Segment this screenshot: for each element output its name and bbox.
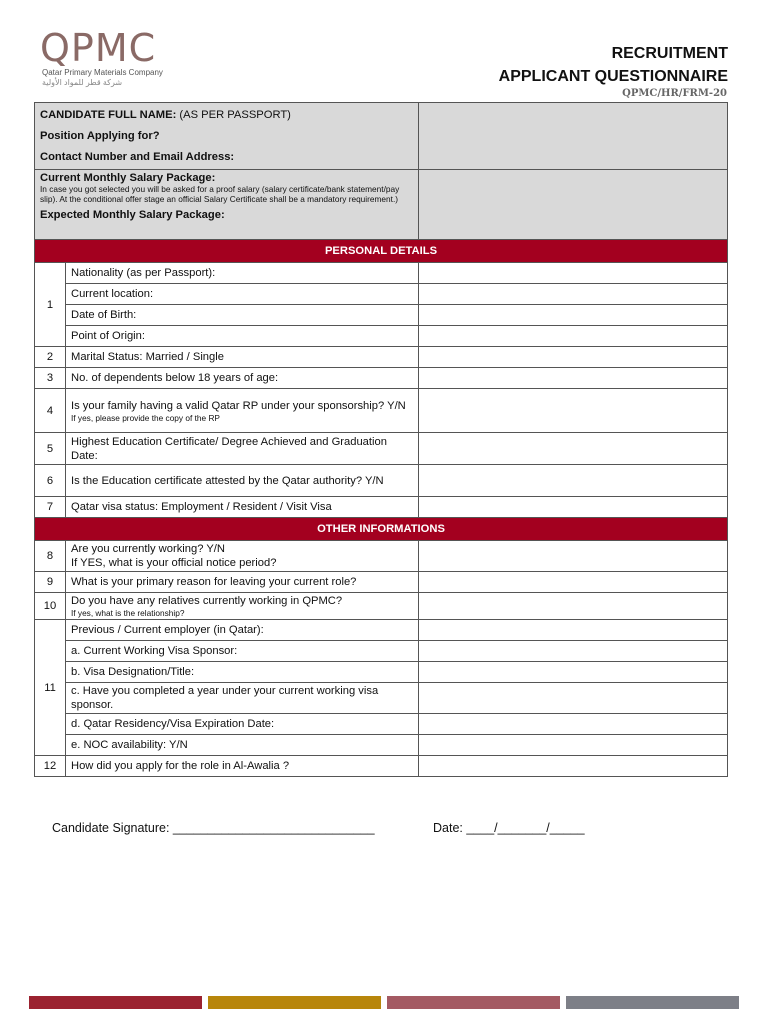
- section-other-informations: OTHER INFORMATIONS: [35, 518, 728, 541]
- a-marital-status[interactable]: [419, 347, 728, 368]
- a-nationality[interactable]: [419, 263, 728, 284]
- q-attested: Is the Education certificate attested by the Qatar authority? Y/N: [66, 465, 419, 497]
- row-number-5: 5: [35, 433, 66, 465]
- candidate-info-labels: [35, 103, 419, 170]
- q-education: Highest Education Certificate/ Degree Achieved and Graduation Date:: [66, 433, 419, 465]
- candidate-signature-line[interactable]: Candidate Signature: _____________________________: [52, 821, 375, 835]
- a-education[interactable]: [419, 433, 728, 465]
- a-residency-expiration[interactable]: [419, 714, 728, 735]
- expected-salary-label: Expected Monthly Salary Package:: [40, 209, 225, 221]
- row-number-11: 11: [35, 620, 66, 756]
- contact-label: Contact Number and Email Address:: [40, 151, 235, 163]
- footer-bar-grey: [566, 996, 739, 1009]
- footer-bar-gold: [208, 996, 381, 1009]
- q-how-applied: How did you apply for the role in Al-Awalia ?: [66, 756, 419, 777]
- a-attested[interactable]: [419, 465, 728, 497]
- a-visa-sponsor[interactable]: [419, 641, 728, 662]
- a-year-under-sponsor[interactable]: [419, 683, 728, 714]
- a-visa-status[interactable]: [419, 497, 728, 518]
- a-visa-designation[interactable]: [419, 662, 728, 683]
- row-number-1: 1: [35, 263, 66, 347]
- row-number-9: 9: [35, 572, 66, 593]
- footer-bar-rose: [387, 996, 560, 1009]
- relatives-note: If yes, what is the relationship?: [71, 608, 185, 618]
- title-recruitment: RECRUITMENT: [611, 45, 728, 62]
- a-previous-employer[interactable]: [419, 620, 728, 641]
- q-reason-leaving: What is your primary reason for leaving your current role?: [66, 572, 419, 593]
- q-visa-sponsor: a. Current Working Visa Sponsor:: [66, 641, 419, 662]
- current-salary-label: Current Monthly Salary Package:: [40, 172, 216, 184]
- section-personal-details: PERSONAL DETAILS: [35, 240, 728, 263]
- family-rp-note: If yes, please provide the copy of the RP: [71, 412, 220, 423]
- salary-labels: [35, 170, 419, 240]
- row-number-10: 10: [35, 593, 66, 620]
- row-number-12: 12: [35, 756, 66, 777]
- q-marital-status: Marital Status: Married / Single: [66, 347, 419, 368]
- a-point-of-origin[interactable]: [419, 326, 728, 347]
- salary-answer[interactable]: [419, 170, 728, 240]
- title-questionnaire: APPLICANT QUESTIONNAIRE: [498, 68, 728, 85]
- q-visa-status: Qatar visa status: Employment / Resident / Visit Visa: [66, 497, 419, 518]
- candidate-name-label: CANDIDATE FULL NAME: (AS PER PASSPORT): [40, 109, 291, 121]
- questionnaire-table: [34, 102, 728, 777]
- logo-arabic: شركة قطر للمواد الأولية: [42, 78, 123, 87]
- row-number-7: 7: [35, 497, 66, 518]
- q-point-of-origin: Point of Origin:: [66, 326, 419, 347]
- a-how-applied[interactable]: [419, 756, 728, 777]
- logo-wordmark: QPMC: [40, 26, 157, 70]
- q-year-under-sponsor: c. Have you completed a year under your current working visa sponsor.: [66, 683, 419, 714]
- a-noc-availability[interactable]: [419, 735, 728, 756]
- a-current-location[interactable]: [419, 284, 728, 305]
- candidate-info-answer[interactable]: [419, 103, 728, 170]
- row-number-3: 3: [35, 368, 66, 389]
- a-family-rp[interactable]: [419, 389, 728, 433]
- q-currently-working: Are you currently working? Y/N If YES, what is your official notice period?: [66, 541, 419, 572]
- q-nationality: Nationality (as per Passport):: [66, 263, 419, 284]
- row-number-2: 2: [35, 347, 66, 368]
- qpmc-logo: [40, 26, 185, 90]
- q-relatives: Do you have any relatives currently working in QPMC? If yes, what is the relationship?: [66, 593, 419, 620]
- q-previous-employer: Previous / Current employer (in Qatar):: [66, 620, 419, 641]
- footer-bar-red: [29, 996, 202, 1009]
- a-date-of-birth[interactable]: [419, 305, 728, 326]
- a-dependents[interactable]: [419, 368, 728, 389]
- q-residency-expiration: d. Qatar Residency/Visa Expiration Date:: [66, 714, 419, 735]
- salary-proof-note: In case you got selected you will be asked for a proof salary (salary certificate/bank statement/pay slip). At the conditional offer stage an official Salary Certificate shall be a mandatory requirement.): [40, 184, 400, 204]
- row-number-4: 4: [35, 389, 66, 433]
- q-noc-availability: e. NOC availability: Y/N: [66, 735, 419, 756]
- a-currently-working[interactable]: [419, 541, 728, 572]
- row-number-8: 8: [35, 541, 66, 572]
- a-relatives[interactable]: [419, 593, 728, 620]
- q-date-of-birth: Date of Birth:: [66, 305, 419, 326]
- a-reason-leaving[interactable]: [419, 572, 728, 593]
- q-current-location: Current location:: [66, 284, 419, 305]
- row-number-6: 6: [35, 465, 66, 497]
- q-dependents: No. of dependents below 18 years of age:: [66, 368, 419, 389]
- q-family-rp: Is your family having a valid Qatar RP under your sponsorship? Y/N If yes, please provide the copy of the RP: [66, 389, 419, 433]
- q-visa-designation: b. Visa Designation/Title:: [66, 662, 419, 683]
- position-label: Position Applying for?: [40, 130, 160, 142]
- date-line[interactable]: Date: ____/_______/_____: [433, 821, 585, 835]
- form-code: QPMC/HR/FRM-20: [622, 88, 727, 99]
- logo-subtitle: Qatar Primary Materials Company: [42, 68, 163, 77]
